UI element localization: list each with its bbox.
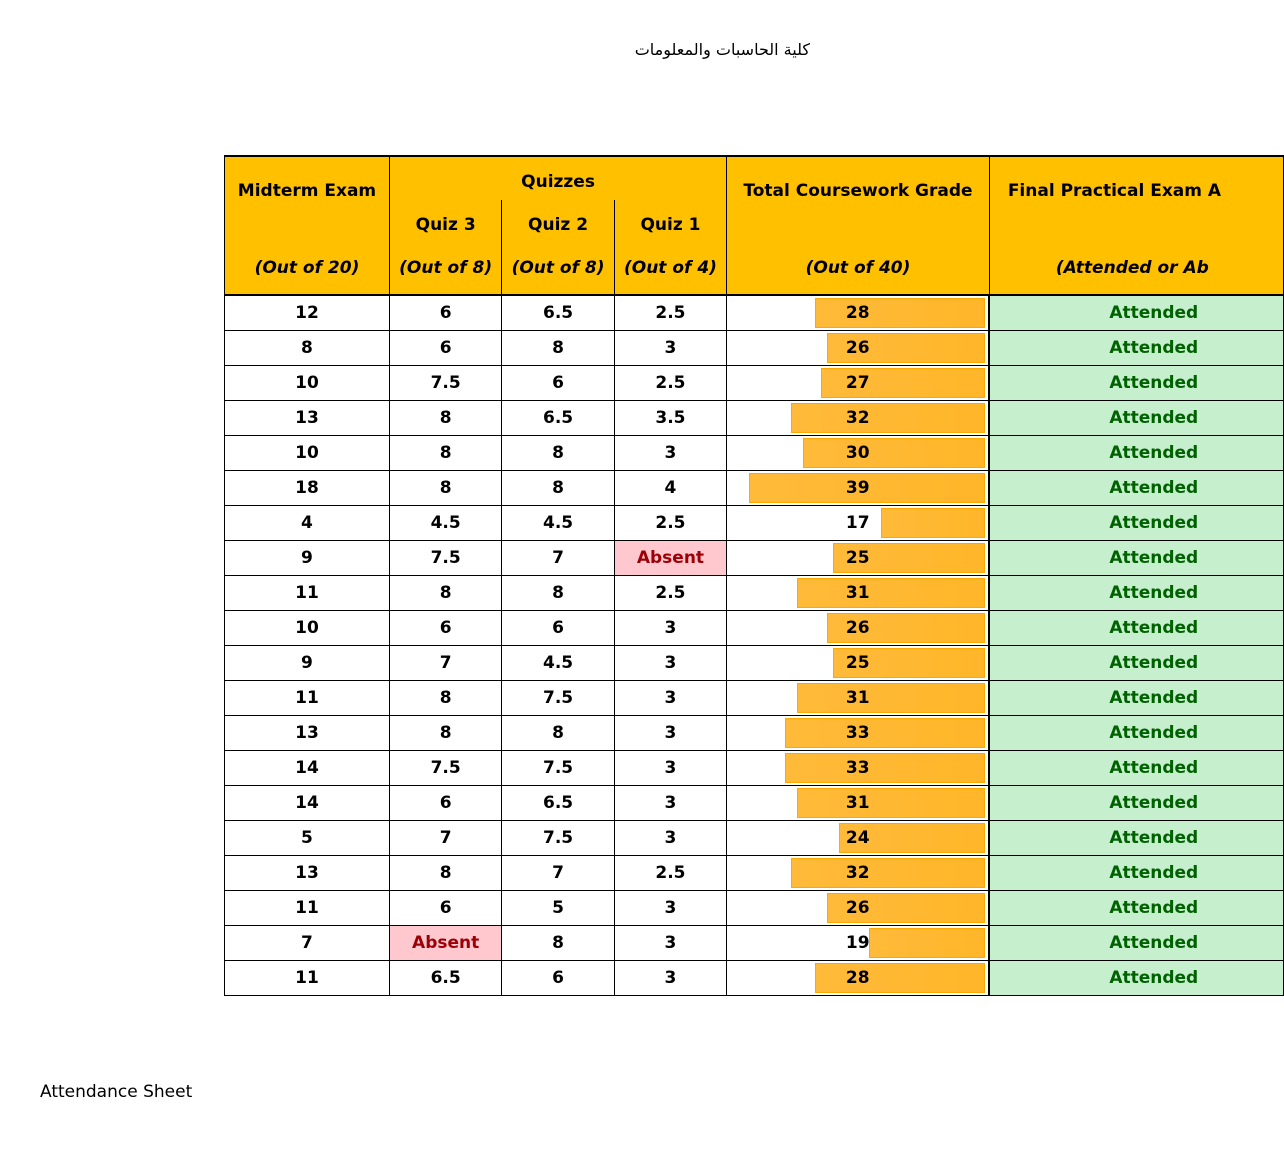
quiz1-cell[interactable]: 3 (614, 751, 726, 786)
total-cell[interactable] (727, 401, 990, 436)
final-attendance-cell[interactable]: Attended (989, 856, 1283, 891)
table-row (225, 401, 1284, 436)
total-cell[interactable] (727, 576, 990, 611)
table-row (225, 961, 1284, 996)
total-cell[interactable] (727, 541, 990, 576)
total-cell[interactable] (727, 751, 990, 786)
total-cell[interactable] (727, 331, 990, 366)
final-attendance-cell[interactable]: Attended (989, 436, 1283, 471)
table-row (225, 646, 1284, 681)
table-row (225, 506, 1284, 541)
total-cell[interactable] (727, 295, 990, 331)
table-row (225, 681, 1284, 716)
header-total: Total Coursework Grade (727, 156, 990, 241)
quiz3-cell[interactable]: 8 (389, 401, 501, 436)
table-row (225, 471, 1284, 506)
final-attendance-cell[interactable]: Attended (989, 716, 1283, 751)
quiz2-cell[interactable]: 4.5 (502, 646, 614, 681)
total-value: 25 (845, 548, 870, 568)
header-quiz3: Quiz 3 (389, 200, 501, 241)
midterm-cell[interactable]: 7 (225, 926, 390, 961)
midterm-cell[interactable]: 9 (225, 646, 390, 681)
quiz1-cell[interactable]: 4 (614, 471, 726, 506)
final-attendance-cell[interactable]: Attended (989, 331, 1283, 366)
header-quiz1-sub: (Out of 4) (614, 241, 726, 295)
total-value: 19 (845, 933, 870, 953)
total-cell[interactable] (727, 506, 990, 541)
total-cell[interactable] (727, 856, 990, 891)
quiz1-cell[interactable]: 3 (614, 646, 726, 681)
midterm-cell[interactable]: 10 (225, 366, 390, 401)
quiz3-cell[interactable]: 7 (389, 821, 501, 856)
quiz2-cell[interactable]: 6 (502, 366, 614, 401)
quiz2-cell[interactable]: 8 (502, 331, 614, 366)
quiz1-cell[interactable]: 3 (614, 891, 726, 926)
quiz1-cell[interactable]: 3 (614, 611, 726, 646)
quiz3-cell[interactable]: 4.5 (389, 506, 501, 541)
quiz2-cell[interactable]: 5 (502, 891, 614, 926)
total-value: 31 (845, 793, 870, 813)
quiz1-cell[interactable]: 3 (614, 961, 726, 996)
quiz1-cell[interactable]: 3 (614, 926, 726, 961)
final-attendance-cell[interactable]: Attended (989, 891, 1283, 926)
total-cell[interactable] (727, 961, 990, 996)
total-value: 26 (845, 898, 870, 918)
final-attendance-cell[interactable]: Attended (989, 786, 1283, 821)
quiz2-cell[interactable]: 7.5 (502, 751, 614, 786)
quiz3-cell[interactable]: 6 (389, 295, 501, 331)
total-cell[interactable] (727, 471, 990, 506)
quiz1-cell[interactable]: 2.5 (614, 506, 726, 541)
quiz3-cell[interactable]: 7.5 (389, 366, 501, 401)
quiz3-cell[interactable]: 6 (389, 611, 501, 646)
midterm-cell[interactable]: 10 (225, 611, 390, 646)
total-value: 27 (845, 373, 870, 393)
table-row (225, 751, 1284, 786)
total-value: 32 (845, 863, 870, 883)
total-cell[interactable] (727, 611, 990, 646)
quiz1-cell[interactable]: 3 (614, 331, 726, 366)
final-attendance-cell[interactable]: Attended (989, 471, 1283, 506)
quiz2-cell[interactable]: 6 (502, 611, 614, 646)
total-cell[interactable] (727, 646, 990, 681)
header-total-sub: (Out of 40) (727, 241, 990, 295)
quiz1-cell[interactable]: 3 (614, 436, 726, 471)
header-midterm: Midterm Exam (225, 156, 390, 241)
quiz2-cell[interactable]: 7 (502, 541, 614, 576)
quiz1-cell[interactable]: 2.5 (614, 576, 726, 611)
midterm-cell[interactable]: 8 (225, 331, 390, 366)
quiz2-cell[interactable]: 7 (502, 856, 614, 891)
quiz2-cell[interactable]: 7.5 (502, 681, 614, 716)
quiz2-cell[interactable]: 6.5 (502, 786, 614, 821)
header-quiz1: Quiz 1 (614, 200, 726, 241)
total-value: 28 (845, 303, 870, 323)
table-row (225, 716, 1284, 751)
final-attendance-cell[interactable]: Attended (989, 961, 1283, 996)
quiz1-cell[interactable]: 2.5 (614, 366, 726, 401)
total-value: 31 (845, 583, 870, 603)
table-row (225, 821, 1284, 856)
quiz3-cell[interactable]: 6 (389, 786, 501, 821)
total-value: 24 (845, 828, 870, 848)
header-quiz2-sub: (Out of 8) (502, 241, 614, 295)
midterm-cell[interactable]: 11 (225, 891, 390, 926)
quiz3-cell[interactable]: 7 (389, 646, 501, 681)
table-row (225, 786, 1284, 821)
grades-sheet (224, 155, 1222, 995)
quiz3-cell[interactable]: 8 (389, 576, 501, 611)
quiz2-cell[interactable]: 6.5 (502, 295, 614, 331)
total-value: 30 (845, 443, 870, 463)
sheet-tab-label: Attendance Sheet (40, 1082, 193, 1102)
quiz3-cell[interactable]: 6.5 (389, 961, 501, 996)
final-attendance-cell[interactable]: Attended (989, 821, 1283, 856)
header-final: Final Practical Exam A (989, 156, 1283, 241)
final-attendance-cell[interactable]: Attended (989, 366, 1283, 401)
total-cell[interactable] (727, 716, 990, 751)
final-attendance-cell[interactable]: Attended (989, 681, 1283, 716)
total-value: 26 (845, 338, 870, 358)
header-final-sub: (Attended or Ab (989, 241, 1283, 295)
midterm-cell[interactable]: 14 (225, 786, 390, 821)
midterm-cell[interactable]: 5 (225, 821, 390, 856)
table-row (225, 611, 1284, 646)
final-attendance-cell[interactable]: Attended (989, 576, 1283, 611)
header-midterm-sub: (Out of 20) (225, 241, 390, 295)
final-attendance-cell[interactable]: Attended (989, 611, 1283, 646)
quiz1-cell[interactable]: 3 (614, 716, 726, 751)
total-value: 33 (845, 758, 870, 778)
quiz2-cell[interactable]: 8 (502, 576, 614, 611)
final-attendance-cell[interactable]: Attended (989, 646, 1283, 681)
midterm-cell[interactable]: 11 (225, 576, 390, 611)
midterm-cell[interactable]: 13 (225, 856, 390, 891)
total-cell[interactable] (727, 821, 990, 856)
table-row (225, 436, 1284, 471)
quiz3-cell[interactable]: 8 (389, 471, 501, 506)
table-row (225, 541, 1284, 576)
total-value: 39 (845, 478, 870, 498)
quiz1-cell[interactable]: Absent (614, 541, 726, 576)
quiz3-cell[interactable]: 8 (389, 681, 501, 716)
total-cell[interactable] (727, 681, 990, 716)
table-row (225, 856, 1284, 891)
table-row (225, 331, 1284, 366)
midterm-cell[interactable]: 11 (225, 681, 390, 716)
quiz2-cell[interactable]: 8 (502, 716, 614, 751)
final-attendance-cell[interactable]: Attended (989, 751, 1283, 786)
midterm-cell[interactable]: 12 (225, 295, 390, 331)
header-quiz3-sub: (Out of 8) (389, 241, 501, 295)
final-attendance-cell[interactable]: Attended (989, 295, 1283, 331)
total-value: 28 (845, 968, 870, 988)
total-value: 32 (845, 408, 870, 428)
quiz1-cell[interactable]: 3 (614, 681, 726, 716)
total-value: 33 (845, 723, 870, 743)
total-cell[interactable] (727, 891, 990, 926)
total-value: 31 (845, 688, 870, 708)
table-row (225, 891, 1284, 926)
quiz2-cell[interactable]: 7.5 (502, 821, 614, 856)
quiz3-cell[interactable]: 6 (389, 331, 501, 366)
quiz2-cell[interactable]: 8 (502, 926, 614, 961)
quiz2-cell[interactable]: 4.5 (502, 506, 614, 541)
midterm-cell[interactable]: 14 (225, 751, 390, 786)
header-quizzes-group: Quizzes (389, 156, 726, 200)
quiz1-cell[interactable]: 3.5 (614, 401, 726, 436)
midterm-cell[interactable]: 11 (225, 961, 390, 996)
quiz3-cell[interactable]: 8 (389, 716, 501, 751)
quiz2-cell[interactable]: 6 (502, 961, 614, 996)
quiz1-cell[interactable]: 2.5 (614, 295, 726, 331)
total-cell[interactable] (727, 926, 990, 961)
quiz1-cell[interactable]: 2.5 (614, 856, 726, 891)
table-row (225, 366, 1284, 401)
quiz3-cell[interactable]: 7.5 (389, 541, 501, 576)
quiz2-cell[interactable]: 8 (502, 436, 614, 471)
quiz2-cell[interactable]: 6.5 (502, 401, 614, 436)
quiz3-cell[interactable]: Absent (389, 926, 501, 961)
midterm-cell[interactable]: 13 (225, 401, 390, 436)
total-value: 25 (845, 653, 870, 673)
final-attendance-cell[interactable]: Attended (989, 541, 1283, 576)
midterm-cell[interactable]: 10 (225, 436, 390, 471)
quiz3-cell[interactable]: 6 (389, 891, 501, 926)
quiz3-cell[interactable]: 7.5 (389, 751, 501, 786)
total-cell[interactable] (727, 786, 990, 821)
midterm-cell[interactable]: 9 (225, 541, 390, 576)
midterm-cell[interactable]: 4 (225, 506, 390, 541)
table-row (225, 926, 1284, 961)
header-quiz2: Quiz 2 (502, 200, 614, 241)
table-row (225, 295, 1284, 331)
table-row (225, 576, 1284, 611)
final-attendance-cell[interactable]: Attended (989, 506, 1283, 541)
quiz1-cell[interactable]: 3 (614, 821, 726, 856)
grades-table (224, 155, 1284, 996)
grades-body (225, 295, 1284, 996)
midterm-cell[interactable]: 13 (225, 716, 390, 751)
final-attendance-cell[interactable]: Attended (989, 401, 1283, 436)
total-value: 17 (845, 513, 870, 533)
total-cell[interactable] (727, 436, 990, 471)
quiz3-cell[interactable]: 8 (389, 436, 501, 471)
total-cell[interactable] (727, 366, 990, 401)
faculty-header: كلية الحاسبات والمعلومات (634, 40, 810, 59)
final-attendance-cell[interactable]: Attended (989, 926, 1283, 961)
quiz1-cell[interactable]: 3 (614, 786, 726, 821)
quiz2-cell[interactable]: 8 (502, 471, 614, 506)
midterm-cell[interactable]: 18 (225, 471, 390, 506)
quiz3-cell[interactable]: 8 (389, 856, 501, 891)
total-value: 26 (845, 618, 870, 638)
